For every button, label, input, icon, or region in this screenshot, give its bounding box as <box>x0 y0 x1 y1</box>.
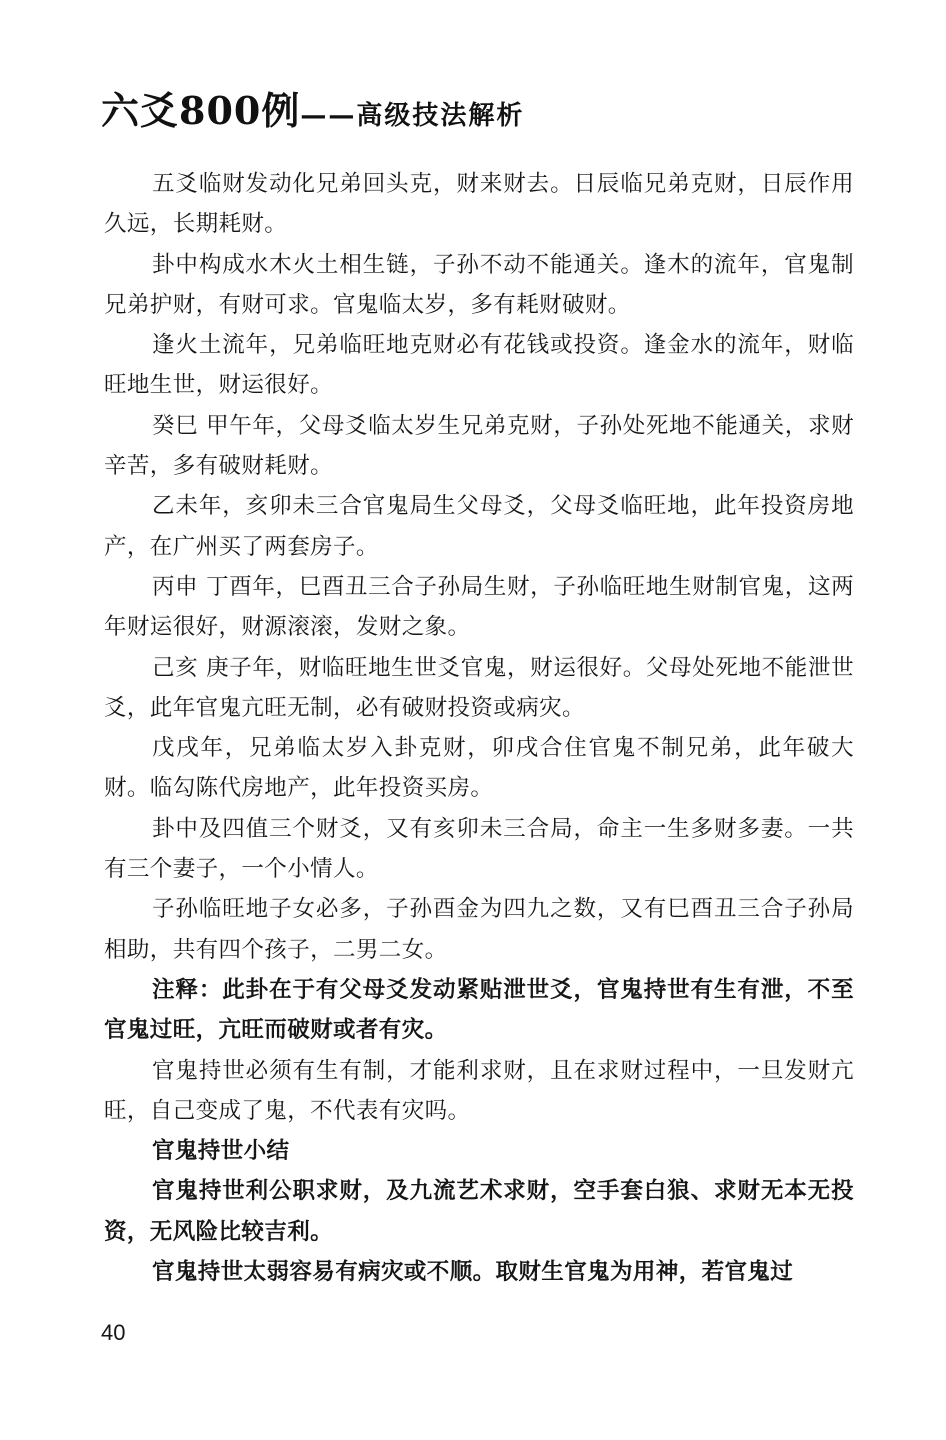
page-number: 40 <box>101 1320 126 1345</box>
paragraph: 五爻临财发动化兄弟回头克，财来财去。日辰临兄弟克财，日辰作用久远，长期耗财。 <box>104 171 854 238</box>
body-text <box>104 164 854 1292</box>
paragraph: 逢火土流年，兄弟临旺地克财必有花钱或投资。逢金水的流年，财临旺地生世，财运很好。 <box>104 332 854 399</box>
paragraph: 丙申 丁酉年，巳酉丑三合子孙局生财，子孙临旺地生财制官鬼，这两年财运很好，财源滚滚，发财之象。 <box>104 573 854 641</box>
paragraph: 子孙临旺地子女必多，子孙酉金为四九之数，又有巳酉丑三合子孙局相助，共有四个孩子，二男二女。 <box>104 896 854 963</box>
paragraph: 卦中构成水木火土相生链，子孙不动不能通关。逢木的流年，官鬼制兄弟护财，有财可求。官鬼临太岁，多有耗财破财。 <box>104 251 854 318</box>
paragraph: 卦中及四值三个财爻，又有亥卯未三合局，命主一生多财多妻。一共有三个妻子，一个小情人。 <box>104 815 854 883</box>
annotation-paragraph: 注释：此卦在于有父母爻发动紧贴泄世爻，官鬼持世有生有泄，不至官鬼过旺，亢旺而破财或者有灾。 <box>104 976 854 1044</box>
section-heading: 官鬼持世小结 <box>152 1138 290 1165</box>
book-title: 六爻800例 <box>101 88 301 133</box>
summary-paragraph: 官鬼持世利公职求财，及九流艺术求财，空手套白狼、求财无本无投资，无风险比较吉利。 <box>104 1178 854 1245</box>
paragraph: 己亥 庚子年，财临旺地生世爻官鬼，财运很好。父母处死地不能泄世爻，此年官鬼亢旺无制，必有破财投资或病灾。 <box>104 654 854 721</box>
summary-paragraph: 官鬼持世太弱容易有病灾或不顺。取财生官鬼为用神，若官鬼过 <box>152 1259 794 1286</box>
paragraph: 官鬼持世必须有生有制，才能利求财，且在求财过程中，一旦发财亢旺，自己变成了鬼，不代表有灾吗。 <box>104 1057 854 1124</box>
book-subtitle: ——高级技法解析 <box>300 101 525 131</box>
paragraph: 癸巳 甲午年，父母爻临太岁生兄弟克财，子孙处死地不能通关，求财辛苦，多有破财耗财。 <box>104 412 854 480</box>
running-header <box>101 80 861 140</box>
paragraph: 戊戌年，兄弟临太岁入卦克财，卯戌合住官鬼不制兄弟，此年破大财。临勾陈代房地产，此年投资买房。 <box>104 735 854 802</box>
paragraph: 乙未年，亥卯未三合官鬼局生父母爻，父母爻临旺地，此年投资房地产，在广州买了两套房子。 <box>104 493 854 560</box>
